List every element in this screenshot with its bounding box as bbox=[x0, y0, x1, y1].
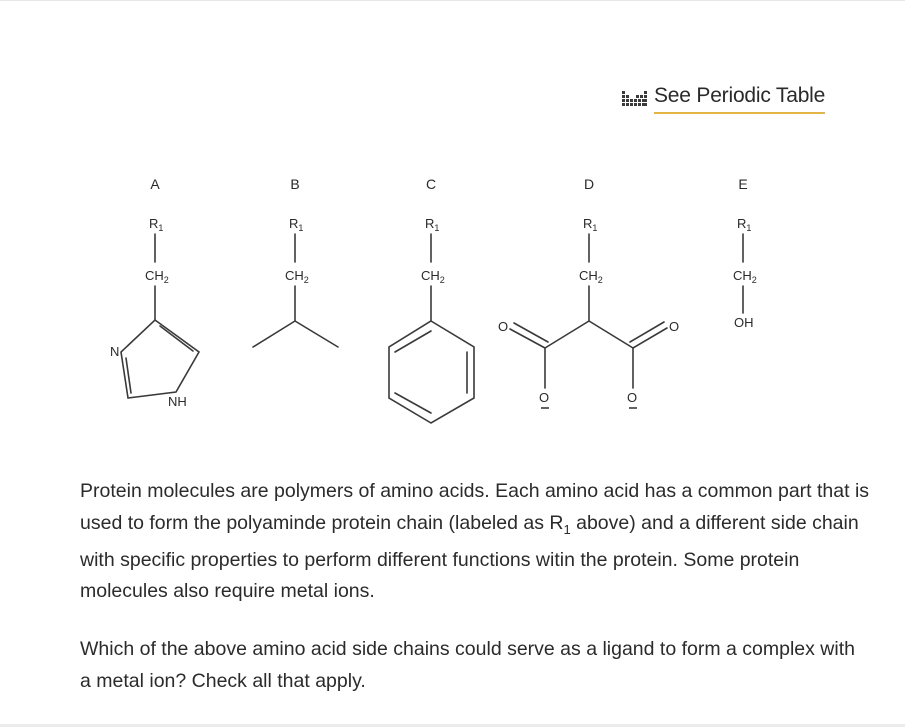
question-prompt: Which of the above amino acid side chains could serve as a ligand to form a complex with a metal ion? Check all that apply. bbox=[80, 638, 855, 692]
atom-o-d-2: O bbox=[539, 390, 550, 405]
atom-o-d-4: O bbox=[627, 390, 638, 405]
ch2-label-e: $CH_2$ bbox=[733, 268, 757, 285]
atom-o-d-3: O bbox=[669, 319, 680, 334]
structure-letter-c: C bbox=[425, 176, 437, 192]
r1-label-b: $R_1$ bbox=[289, 216, 304, 233]
question-intro: Protein molecules are polymers of amino acids. Each amino acid has a common part that is used to form the polyaminde protein chain (labeled as $R_1$ above) and a different side chain with specific properties to perform different functions witin the protein. Some protein molecules also require metal ions. bbox=[80, 480, 870, 603]
r1-label-e: $R_1$ bbox=[737, 216, 752, 233]
r1-label-a: $R_1$ bbox=[149, 216, 164, 233]
atom-n-a: N bbox=[110, 344, 120, 359]
atom-o-d-1: O bbox=[498, 319, 509, 334]
periodic-table-icon bbox=[622, 90, 648, 108]
structure-letter-b: B bbox=[290, 176, 300, 192]
periodic-table-label[interactable]: See Periodic Table bbox=[654, 84, 825, 114]
see-periodic-table-link[interactable] bbox=[622, 84, 825, 114]
amino-acid-structures bbox=[0, 150, 905, 440]
atom-nh-a: NH bbox=[168, 394, 187, 409]
structure-letter-e: E bbox=[738, 176, 748, 192]
ch2-label-a: $CH_2$ bbox=[145, 268, 169, 285]
r1-label-d: $R_1$ bbox=[583, 216, 598, 233]
top-divider bbox=[0, 0, 905, 1]
atom-oh-e: OH bbox=[734, 315, 754, 330]
ch2-label-c: $CH_2$ bbox=[421, 268, 445, 285]
r1-label-c: $R_1$ bbox=[425, 216, 440, 233]
ch2-label-d: $CH_2$ bbox=[579, 268, 603, 285]
structure-letter-d: D bbox=[583, 176, 595, 192]
ch2-label-b: $CH_2$ bbox=[285, 268, 309, 285]
structure-letter-a: A bbox=[150, 176, 160, 192]
